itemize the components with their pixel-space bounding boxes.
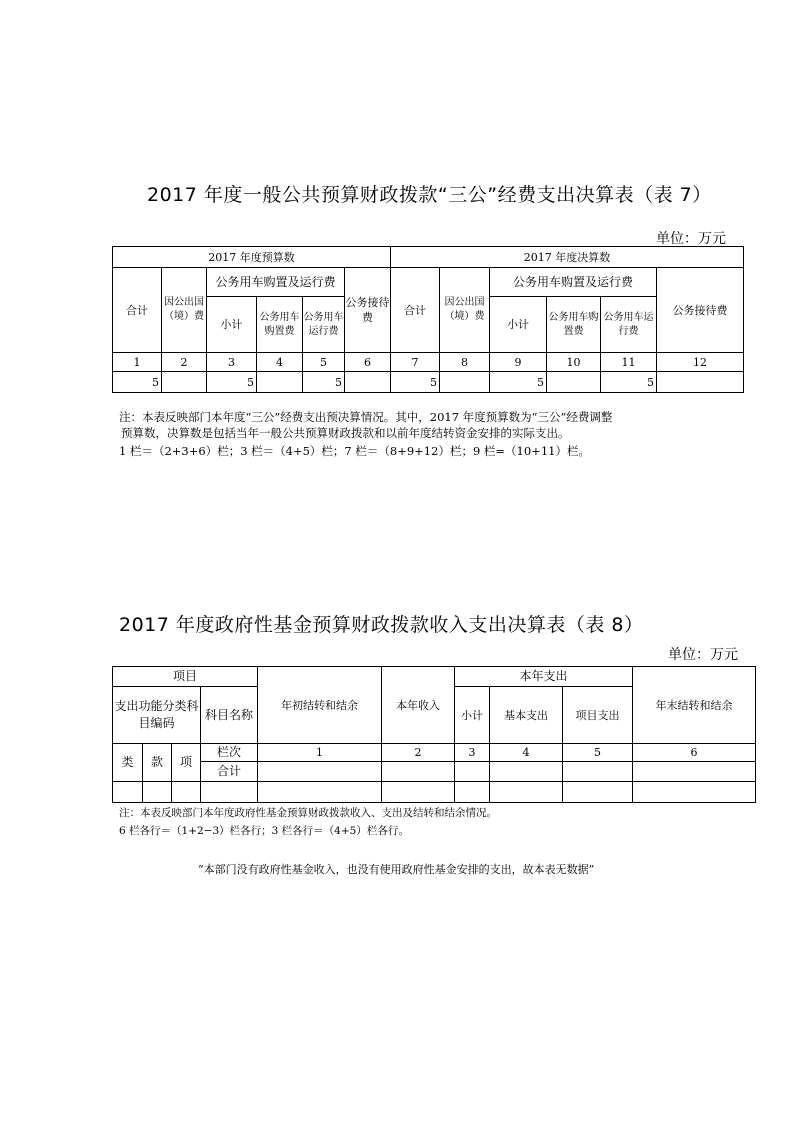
col-number: 2 <box>382 744 455 762</box>
empty-cell <box>490 762 563 782</box>
kuan-header: 款 <box>143 744 172 782</box>
col-number: 6 <box>345 353 391 372</box>
car-group-header-budget: 公务用车购置及运行费 <box>207 268 345 297</box>
opening-balance-header: 年初结转和结余 <box>258 667 382 744</box>
abroad-header-budget: 因公出国（境）费 <box>162 268 207 353</box>
value-cell <box>162 372 207 393</box>
total-row-label: 合计 <box>201 762 258 782</box>
income-header: 本年收入 <box>382 667 455 744</box>
table7-note: 预算数，决算数是包括当年一般公共预算财政拨款和以前年度结转资金安排的实际支出。 <box>121 426 570 440</box>
col-number: 10 <box>547 353 601 372</box>
empty-cell <box>633 762 756 782</box>
xiang-header: 项 <box>172 744 201 782</box>
group-budget-header: 2017 年度预算数 <box>113 247 391 268</box>
col-number: 5 <box>563 744 633 762</box>
col-number: 11 <box>601 353 657 372</box>
empty-cell <box>490 782 563 803</box>
empty-cell <box>113 782 143 803</box>
car-purchase-header-budget: 公务用车购置费 <box>257 297 303 353</box>
table7 <box>112 246 744 393</box>
col-number: 9 <box>490 353 547 372</box>
reception-header-final: 公务接待费 <box>657 268 744 353</box>
empty-cell <box>382 782 455 803</box>
no-data-statement: “本部门没有政府性基金收入，也没有使用政府性基金安排的支出，故本表无数据” <box>198 863 595 876</box>
value-cell: 5 <box>490 372 547 393</box>
value-cell: 5 <box>601 372 657 393</box>
col-number: 2 <box>162 353 207 372</box>
total-header-final: 合计 <box>391 268 440 353</box>
table8-note: 注：本表反映部门本年度政府性基金预算财政拨款收入、支出及结转和结余情况。 <box>119 807 497 819</box>
value-cell: 5 <box>207 372 257 393</box>
col-number: 8 <box>440 353 490 372</box>
empty-cell <box>563 762 633 782</box>
empty-cell <box>563 782 633 803</box>
value-cell <box>547 372 601 393</box>
col-number: 1 <box>113 353 162 372</box>
value-cell <box>440 372 490 393</box>
value-cell <box>257 372 303 393</box>
table8-note: 6 栏各行＝（1+2−3）栏各行；3 栏各行＝（4+5）栏各行。 <box>119 825 409 837</box>
table7-note: 注：本表反映部门本年度“三公”经费支出预决算情况。其中，2017 年度预算数为“三公”经费调整 <box>119 410 613 424</box>
col-number: 4 <box>257 353 303 372</box>
empty-cell <box>172 782 201 803</box>
car-run-header-budget: 公务用车运行费 <box>303 297 345 353</box>
table7-unit: 单位：万元 <box>656 231 726 247</box>
total-header-budget: 合计 <box>113 268 162 353</box>
subtotal-header-budget: 小计 <box>207 297 257 353</box>
empty-cell <box>382 762 455 782</box>
table8-unit: 单位：万元 <box>668 647 738 663</box>
subject-name-header: 科目名称 <box>201 687 258 744</box>
col-number: 5 <box>303 353 345 372</box>
empty-cell <box>455 782 490 803</box>
table7-title: 2017 年度一般公共预算财政拨款“三公”经费支出决算表（表 7） <box>147 184 712 206</box>
col-number: 12 <box>657 353 744 372</box>
subtotal-header: 小计 <box>455 687 490 744</box>
col-number: 3 <box>455 744 490 762</box>
car-purchase-header-final: 公务用车购置费 <box>547 297 601 353</box>
car-group-header-final: 公务用车购置及运行费 <box>490 268 657 297</box>
col-number: 4 <box>490 744 563 762</box>
empty-cell <box>258 782 382 803</box>
car-run-header-final: 公务用车运行费 <box>601 297 657 353</box>
value-cell: 5 <box>303 372 345 393</box>
col-number: 3 <box>207 353 257 372</box>
value-cell <box>657 372 744 393</box>
value-cell: 5 <box>391 372 440 393</box>
empty-cell <box>258 762 382 782</box>
empty-cell <box>633 782 756 803</box>
project-expense-header: 项目支出 <box>563 687 633 744</box>
subtotal-header-final: 小计 <box>490 297 547 353</box>
basic-expense-header: 基本支出 <box>490 687 563 744</box>
expense-group-header: 本年支出 <box>455 667 633 687</box>
item-header: 项目 <box>113 667 258 687</box>
col-number: 6 <box>633 744 756 762</box>
value-cell <box>345 372 391 393</box>
table8-title: 2017 年度政府性基金预算财政拨款收入支出决算表（表 8） <box>119 614 644 636</box>
empty-cell <box>455 762 490 782</box>
col-number: 7 <box>391 353 440 372</box>
value-cell: 5 <box>113 372 162 393</box>
reception-header-budget: 公务接待费 <box>345 268 391 353</box>
lanci-header: 栏次 <box>201 744 258 762</box>
lei-header: 类 <box>113 744 143 782</box>
table7-note: 1 栏＝（2+3+6）栏；3 栏＝（4+5）栏；7 栏＝（8+9+12）栏；9 栏=（10+11）栏。 <box>119 444 590 458</box>
group-final-header: 2017 年度决算数 <box>391 247 744 268</box>
empty-cell <box>143 782 172 803</box>
table8 <box>112 666 756 803</box>
func-code-header: 支出功能分类科目编码 <box>113 687 201 744</box>
closing-balance-header: 年末结转和结余 <box>633 667 756 744</box>
col-number: 1 <box>258 744 382 762</box>
abroad-header-final: 因公出国（境）费 <box>440 268 490 353</box>
empty-cell <box>201 782 258 803</box>
